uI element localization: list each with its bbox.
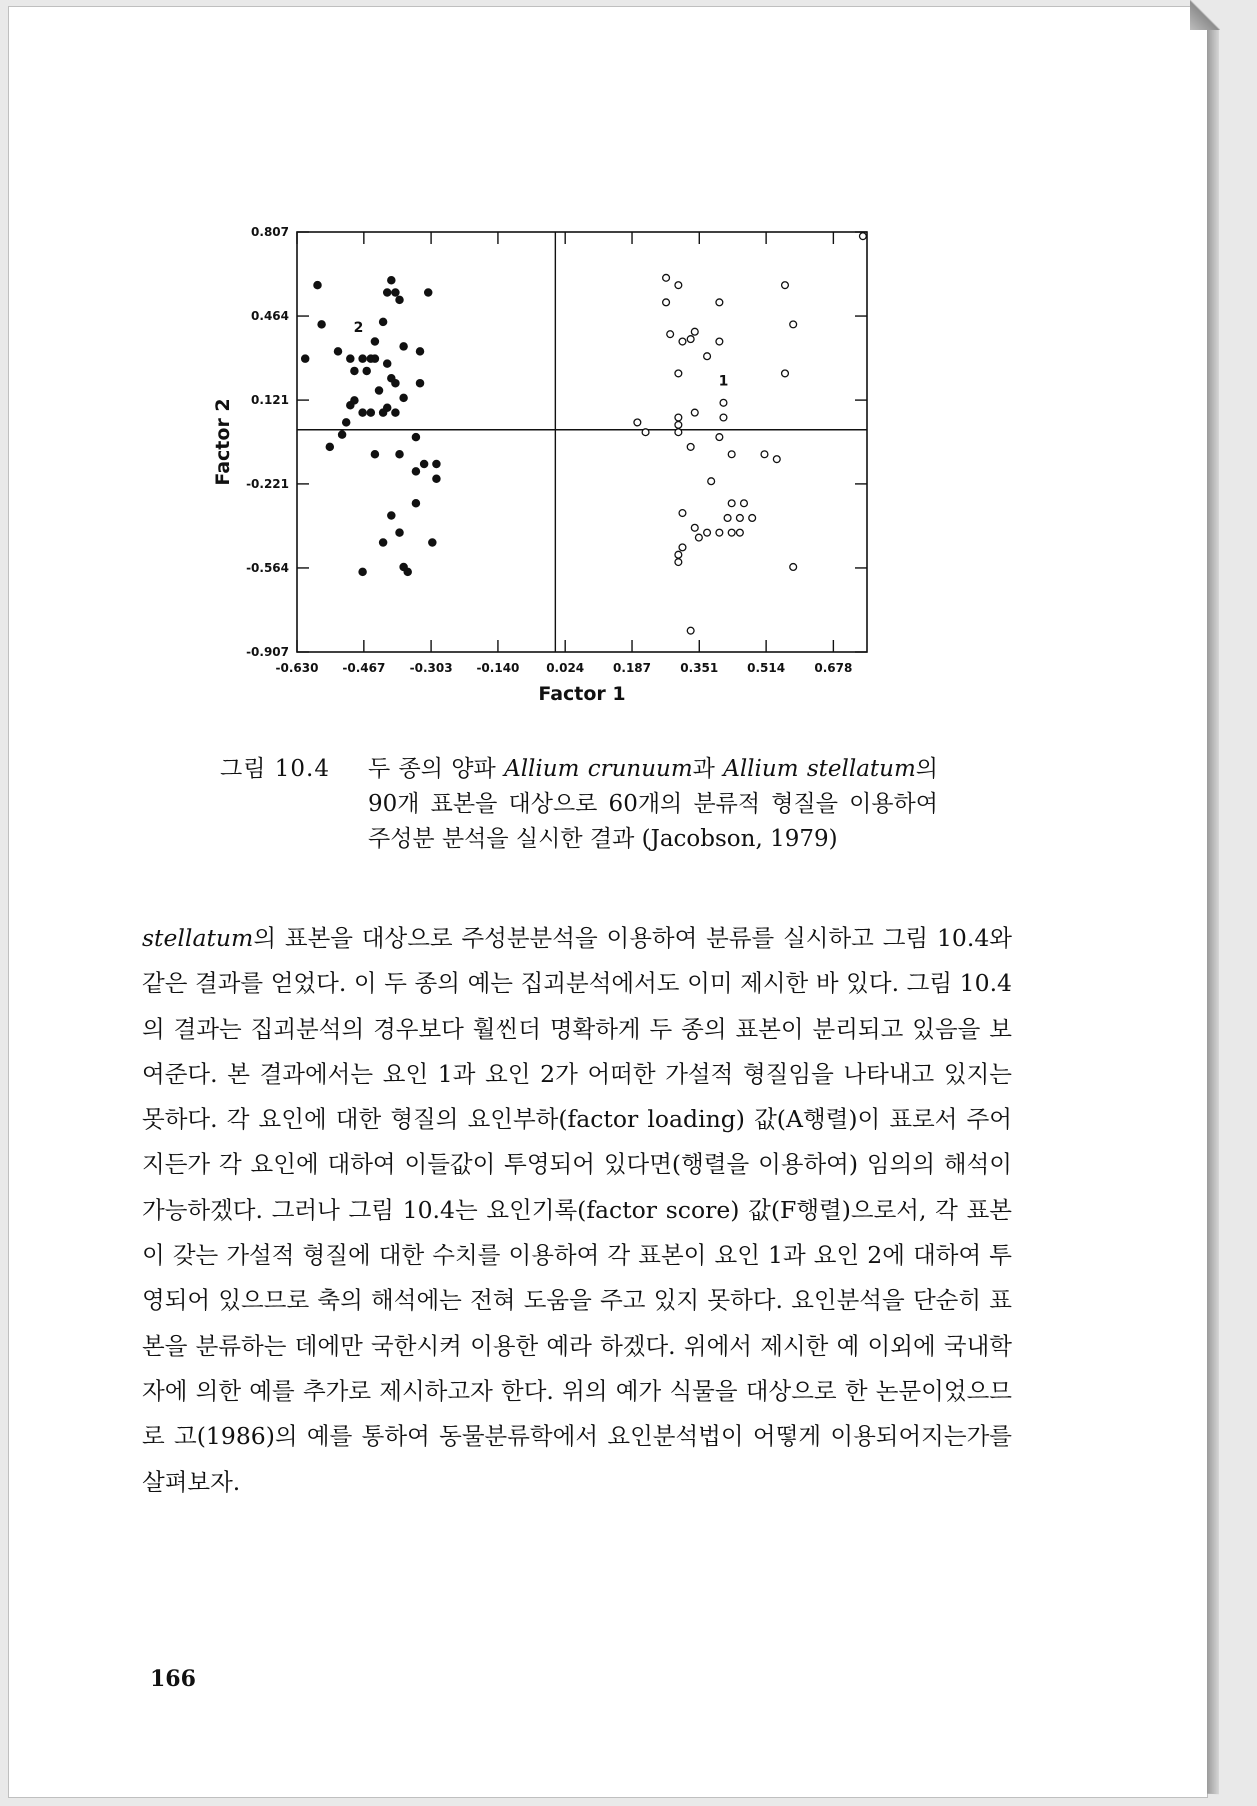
data-point-series-2 bbox=[392, 380, 399, 387]
caption-species-1: Allium crunuum bbox=[504, 756, 693, 782]
data-point-series-2 bbox=[326, 443, 333, 450]
data-point-series-1 bbox=[741, 500, 748, 507]
data-point-series-1 bbox=[716, 529, 723, 536]
data-point-series-1 bbox=[761, 451, 768, 458]
data-point-series-1 bbox=[675, 282, 682, 289]
body-paragraph bbox=[142, 916, 1012, 1505]
data-point-series-2 bbox=[425, 289, 432, 296]
page-number: 166 bbox=[150, 1666, 196, 1692]
data-point-series-2 bbox=[380, 409, 387, 416]
y-tick-label: 0.121 bbox=[251, 393, 289, 408]
data-point-series-2 bbox=[384, 360, 391, 367]
data-point-series-2 bbox=[396, 451, 403, 458]
data-point-series-1 bbox=[704, 353, 711, 360]
cluster-annotation: 1 bbox=[718, 373, 729, 390]
data-point-series-1 bbox=[716, 338, 723, 345]
x-tick-label: -0.467 bbox=[342, 661, 386, 675]
data-point-series-2 bbox=[359, 568, 366, 575]
data-point-series-1 bbox=[720, 399, 727, 406]
data-point-series-2 bbox=[404, 568, 411, 575]
y-axis-label: Factor 2 bbox=[212, 398, 234, 486]
data-point-series-2 bbox=[388, 277, 395, 284]
data-point-series-1 bbox=[675, 429, 682, 436]
data-point-series-1 bbox=[679, 338, 686, 345]
data-point-series-2 bbox=[339, 431, 346, 438]
plot-frame bbox=[297, 232, 867, 652]
data-point-series-1 bbox=[663, 274, 670, 281]
data-point-series-2 bbox=[396, 529, 403, 536]
data-point-series-1 bbox=[859, 233, 866, 240]
caption-segment: 두 종의 양파 bbox=[368, 756, 505, 782]
data-point-series-2 bbox=[367, 409, 374, 416]
data-point-series-1 bbox=[736, 515, 743, 522]
data-point-series-2 bbox=[351, 367, 358, 374]
data-point-series-1 bbox=[675, 370, 682, 377]
data-point-series-1 bbox=[790, 564, 797, 571]
data-point-series-1 bbox=[782, 282, 789, 289]
data-point-series-2 bbox=[433, 460, 440, 467]
data-point-series-1 bbox=[790, 321, 797, 328]
x-tick-label: -0.630 bbox=[275, 661, 319, 675]
data-point-series-2 bbox=[412, 433, 419, 440]
data-point-series-1 bbox=[687, 444, 694, 451]
data-point-series-1 bbox=[679, 510, 686, 517]
data-point-series-2 bbox=[359, 409, 366, 416]
data-point-series-2 bbox=[416, 380, 423, 387]
data-point-series-1 bbox=[663, 299, 670, 306]
data-point-series-1 bbox=[773, 456, 780, 463]
data-point-series-1 bbox=[728, 529, 735, 536]
body-text: 의 표본을 대상으로 주성분분석을 이용하여 분류를 실시하고 그림 10.4와 같은 결과를 얻었다. 이 두 종의 예는 집괴분석에서도 이미 제시한 바 있다. 그림 10.4의 결과는 집괴분석의 경우보다 훨씬더 명확하게 두 종의 표본이 분리되고 있음을 보여준다. 본 결과에서는 요인 1과 요인 2가 어떠한 가설적 형질임을 나타내고 있지는 못하다. 각 요인에 대한 형질의 요인부하(factor loading) 값(A행렬)이 표로서 주어지든가 각 요인에 대하여 이들값이 투영되어 있다면(행렬을 이용하여) 임의의 해석이 가능하겠다. 그러나 그림 10.4는 요인기록(factor score) 값(F행렬)으로서, 각 표본이 갖는 가설적 형질에 대한 수치를 이용하여 각 표본이 요인 1과 요인 2에 대하여 투영되어 있으므로 축의 해석에는 전혀 도움을 주고 있지 못하다. 요인분석을 단순히 표본을 분류하는 데에만 국한시켜 이용한 예라 하겠다. 위에서 제시한 예 이외에 국내학자에 의한 예를 추가로 제시하고자 한다. 위의 예가 식물을 대상으로 한 논문이었으므로 고(1986)의 예를 통하여 동물분류학에서 요인분석법이 어떻게 이용되어지는가를 살펴보자. bbox=[142, 924, 1012, 1496]
data-point-series-1 bbox=[642, 429, 649, 436]
data-point-series-2 bbox=[347, 402, 354, 409]
page-curl-corner bbox=[1190, 0, 1220, 30]
data-point-series-1 bbox=[782, 370, 789, 377]
x-tick-label: -0.303 bbox=[409, 661, 453, 675]
y-tick-label: 0.807 bbox=[251, 225, 289, 239]
data-point-series-2 bbox=[347, 355, 354, 362]
data-point-series-2 bbox=[318, 321, 325, 328]
x-tick-label: 0.678 bbox=[814, 661, 853, 675]
data-point-series-1 bbox=[716, 434, 723, 441]
data-point-series-1 bbox=[675, 551, 682, 558]
data-point-series-2 bbox=[363, 367, 370, 374]
data-point-series-1 bbox=[720, 414, 727, 421]
cluster-annotation: 2 bbox=[353, 319, 364, 336]
data-point-series-1 bbox=[749, 515, 756, 522]
y-tick-label: -0.907 bbox=[246, 645, 289, 659]
data-point-series-1 bbox=[691, 524, 698, 531]
data-point-series-2 bbox=[400, 343, 407, 350]
factor-scatter-plot bbox=[205, 220, 885, 720]
y-tick-label: -0.564 bbox=[246, 560, 289, 575]
data-point-series-2 bbox=[380, 539, 387, 546]
x-tick-label: -0.140 bbox=[476, 661, 520, 675]
data-point-series-1 bbox=[728, 451, 735, 458]
data-point-series-1 bbox=[687, 336, 694, 343]
data-point-series-2 bbox=[375, 387, 382, 394]
data-point-series-1 bbox=[716, 299, 723, 306]
data-point-series-2 bbox=[429, 539, 436, 546]
data-point-series-2 bbox=[388, 512, 395, 519]
data-point-series-2 bbox=[396, 296, 403, 303]
x-tick-label: 0.187 bbox=[613, 661, 652, 675]
data-point-series-2 bbox=[392, 289, 399, 296]
data-point-series-2 bbox=[421, 460, 428, 467]
y-tick-label: 0.464 bbox=[251, 309, 289, 324]
data-point-series-1 bbox=[695, 534, 702, 541]
body-species-name: stellatum bbox=[142, 924, 254, 952]
data-point-series-2 bbox=[302, 355, 309, 362]
x-axis-label: Factor 1 bbox=[538, 683, 626, 705]
data-point-series-2 bbox=[371, 355, 378, 362]
data-point-series-1 bbox=[691, 409, 698, 416]
caption-segment: 과 bbox=[692, 756, 724, 782]
data-point-series-1 bbox=[634, 419, 641, 426]
data-point-series-1 bbox=[679, 544, 686, 551]
x-tick-label: 0.024 bbox=[546, 661, 585, 675]
data-point-series-1 bbox=[675, 414, 682, 421]
data-point-series-1 bbox=[675, 421, 682, 428]
data-point-series-1 bbox=[667, 331, 674, 338]
data-point-series-1 bbox=[736, 529, 743, 536]
data-point-series-2 bbox=[371, 338, 378, 345]
data-point-series-1 bbox=[687, 627, 694, 634]
page-edge-shadow bbox=[1207, 14, 1219, 1794]
data-point-series-2 bbox=[371, 451, 378, 458]
data-point-series-2 bbox=[416, 348, 423, 355]
x-tick-label: 0.351 bbox=[680, 661, 719, 675]
data-point-series-1 bbox=[691, 328, 698, 335]
data-point-series-2 bbox=[343, 419, 350, 426]
data-point-series-1 bbox=[675, 559, 682, 566]
data-point-series-2 bbox=[314, 282, 321, 289]
data-point-series-2 bbox=[433, 475, 440, 482]
caption-text bbox=[368, 752, 938, 857]
data-point-series-2 bbox=[380, 318, 387, 325]
plot-layer bbox=[212, 225, 867, 705]
data-point-series-2 bbox=[400, 394, 407, 401]
data-point-series-2 bbox=[392, 409, 399, 416]
data-point-series-2 bbox=[334, 348, 341, 355]
data-point-series-2 bbox=[412, 500, 419, 507]
data-point-series-1 bbox=[728, 500, 735, 507]
data-point-series-1 bbox=[704, 529, 711, 536]
y-tick-label: -0.221 bbox=[246, 476, 289, 491]
x-tick-label: 0.514 bbox=[747, 661, 786, 675]
data-point-series-2 bbox=[412, 468, 419, 475]
data-point-series-1 bbox=[708, 478, 715, 485]
data-point-series-1 bbox=[724, 515, 731, 522]
data-point-series-2 bbox=[359, 355, 366, 362]
caption-segment: 의 90개 표본을 대상으로 60개의 분류적 형질을 이용하여 주성분 분석을 실시한 결과 (Jacobson, 1979) bbox=[368, 756, 938, 852]
caption-label: 그림 10.4 bbox=[220, 756, 330, 782]
caption-species-2: Allium stellatum bbox=[723, 756, 916, 782]
data-point-series-2 bbox=[384, 289, 391, 296]
